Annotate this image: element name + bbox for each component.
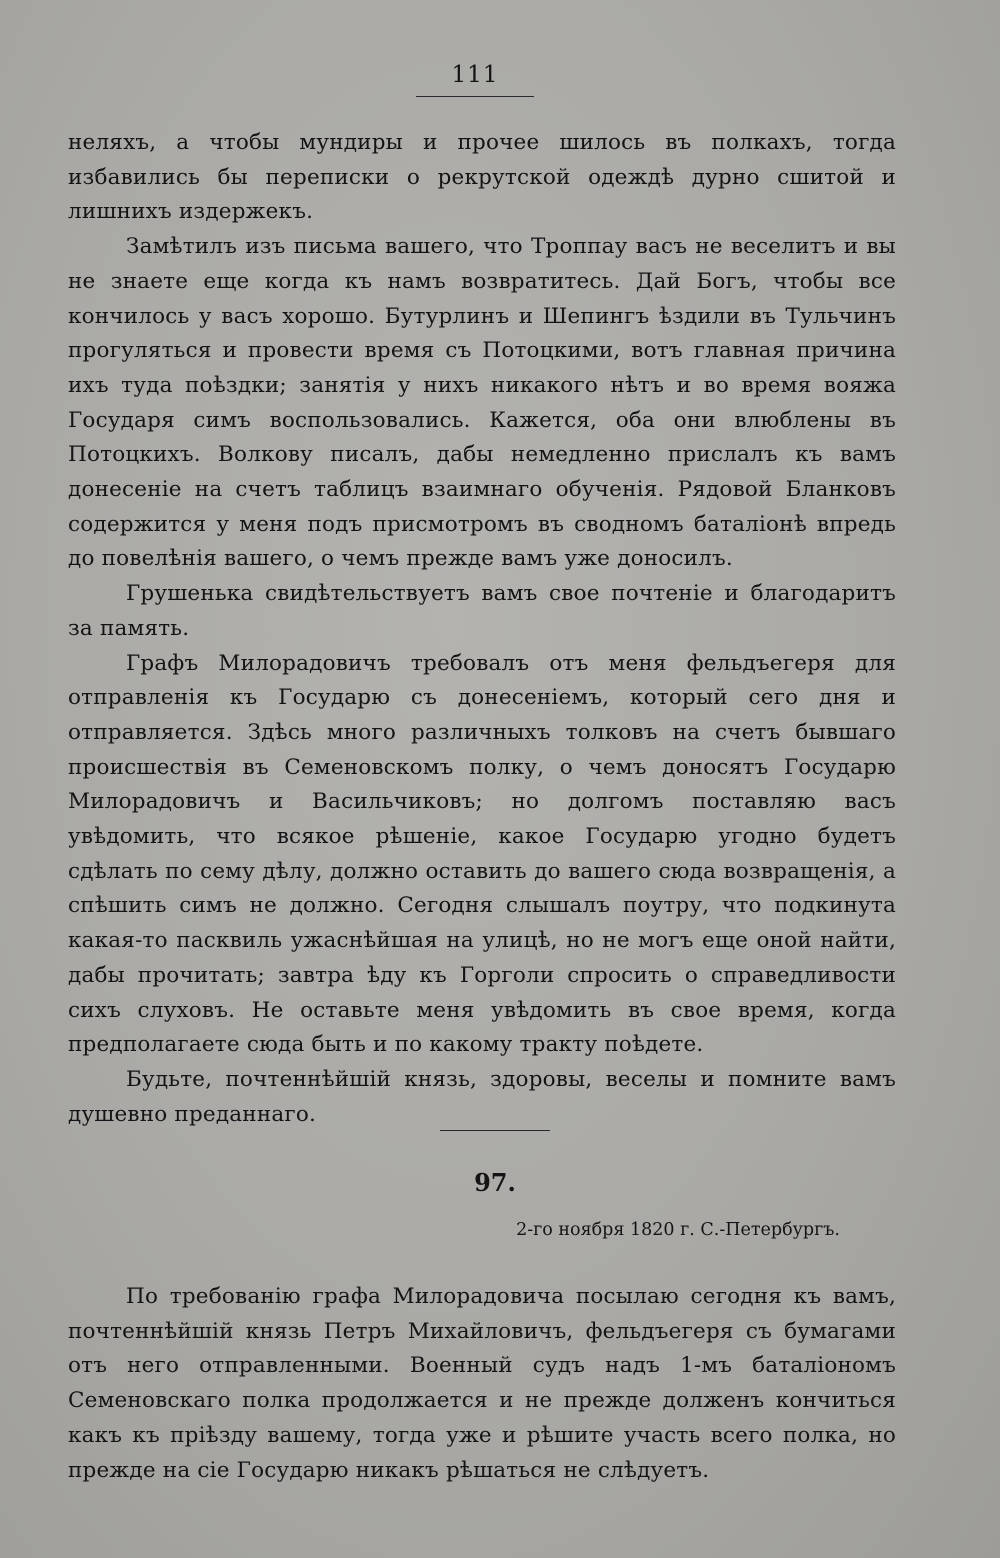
letter-dateline: 2-го ноября 1820 г. С.-Петербургъ. bbox=[516, 1220, 840, 1240]
section-divider bbox=[440, 1130, 550, 1131]
page-number-rule bbox=[416, 96, 534, 97]
letter-96-body bbox=[68, 126, 896, 1132]
letter-97-body bbox=[68, 1280, 896, 1488]
letter-number: 97. bbox=[474, 1168, 516, 1197]
paragraph-grushenka: Грушенька свидѣтельствуетъ вамъ свое почтеніе и благодаритъ за память. bbox=[68, 581, 896, 641]
paragraph-court-martial: По требованію графа Милорадовича посылаю сегодня къ вамъ, почтеннѣйшій князь Петръ Михайловичъ, фельдъегеря съ бумагами отъ него отправленными. Военный судъ надъ 1-мъ баталіономъ Семеновскаго полка продолжается и не прежде долженъ кончиться какъ къ пріѣзду вашему, тогда уже и рѣшите участь всего полка, но прежде на сіе Государю никакъ рѣшаться не слѣдуетъ. bbox=[68, 1284, 896, 1483]
paragraph-miloradovich: Графъ Милорадовичъ требовалъ отъ меня фельдъегеря для отправленія къ Государю съ донесеніемъ, который сего дня и отправляется. Здѣсь много различныхъ толковъ на счетъ бывшаго происшествія въ Семеновскомъ полку, о чемъ доносятъ Государю Милорадовичъ и Васильчиковъ; но долгомъ поставляю васъ увѣдомить, что всякое рѣшеніе, какое Государю угодно будетъ сдѣлать по сему дѣлу, должно оставить до вашего сюда возвращенія, а спѣшить симъ не должно. Сегодня слышалъ поутру, что подкинута какая-то пасквиль ужаснѣйшая на улицѣ, но не могъ еще оной найти, дабы прочитать; завтра ѣду къ Горголи спросить о справедливости сихъ слуховъ. Не оставьте меня увѣдомить въ свое время, когда предполагаете сюда быть и по какому тракту поѣдете. bbox=[68, 650, 896, 1058]
paragraph-closing: Будьте, почтеннѣйшій князь, здоровы, веселы и помните вамъ душевно преданнаго. bbox=[68, 1066, 896, 1127]
page-number: 111 bbox=[451, 62, 499, 88]
paragraph-continued: неляхъ, а чтобы мундиры и прочее шилось въ полкахъ, тогда избавились бы переписки о рекрутской одеждѣ дурно сшитой и лишнихъ издержекъ. bbox=[68, 130, 896, 225]
paragraph-troppau: Замѣтилъ изъ письма вашего, что Троппау васъ не веселитъ и вы не знаете еще когда къ намъ возвратитесь. Дай Богъ, чтобы все кончилось у васъ хорошо. Бутурлинъ и Шепингъ ѣздили въ Тульчинъ прогуляться и провести время съ Потоцкими, вотъ главная причина ихъ туда поѣздки; занятія у нихъ никакого нѣтъ и во время вояжа Государя симъ воспользовались. Кажется, оба они влюблены въ Потоцкихъ. Волкову писалъ, дабы немедленно прислалъ къ вамъ донесеніе на счетъ таблицъ взаимнаго обученія. Рядовой Бланковъ содержится у меня подъ присмотромъ въ сводномъ баталіонѣ впредь до повелѣнія вашего, о чемъ прежде вамъ уже доносилъ. bbox=[68, 234, 896, 572]
